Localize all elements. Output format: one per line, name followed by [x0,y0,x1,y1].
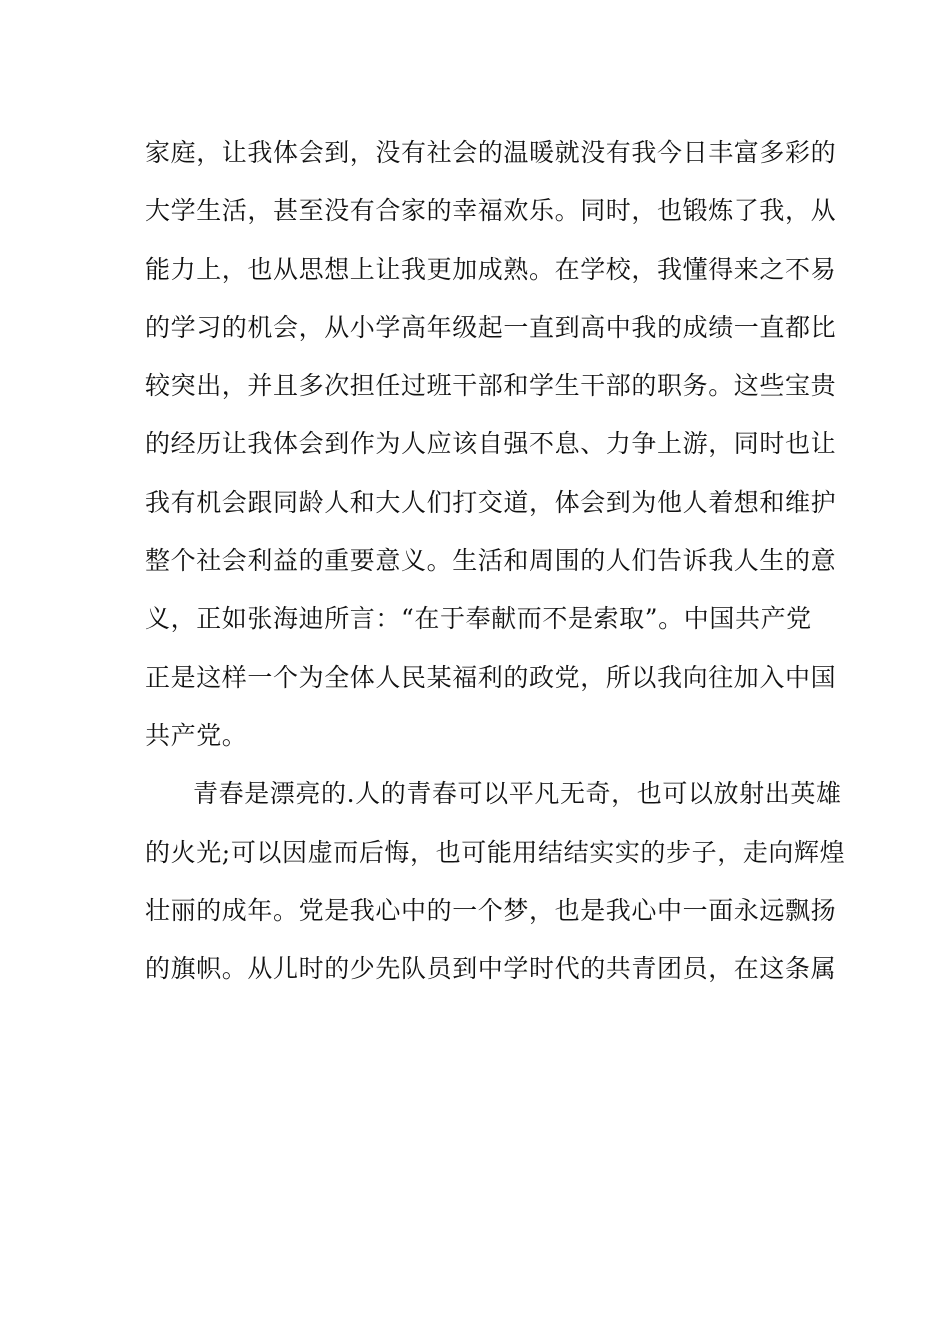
text-line: 的火光;可以因虚而后悔，也可能用结结实实的步子，走向辉煌 [145,837,846,867]
text-line: 大学生活，甚至没有合家的幸福欢乐。同时，也锻炼了我，从 [145,196,837,226]
paragraph-first-line: 青春是漂亮的.人的青春可以平凡无奇，也可以放射出英雄 [193,779,842,809]
text-line: 的经历让我体会到作为人应该自强不息、力争上游，同时也让 [145,429,837,459]
text-line: 家庭，让我体会到，没有社会的温暖就没有我今日丰富多彩的 [145,138,837,167]
text-line: 壮丽的成年。党是我心中的一个梦，也是我心中一面永远飘扬 [145,895,837,925]
text-line: 较突出，并且多次担任过班干部和学生干部的职务。这些宝贵 [145,371,837,401]
text-line: 正是这样一个为全体人民某福利的政党，所以我向往加入中国 [145,662,837,692]
text-line: 的学习的机会，从小学高年级起一直到高中我的成绩一直都比 [145,312,837,342]
text-line: 能力上，也从思想上让我更加成熟。在学校，我懂得来之不易 [145,254,837,284]
text-line: 共产党。 [145,720,248,750]
text-line: 义，正如张海迪所言：“在于奉献而不是索取”。中国共产党 [145,604,812,634]
document-body [145,128,846,1002]
text-line: 我有机会跟同龄人和大人们打交道，体会到为他人着想和维护 [145,487,837,517]
text-line: 整个社会利益的重要意义。生活和周围的人们告诉我人生的意 [145,546,837,576]
text-line: 的旗帜。从儿时的少先队员到中学时代的共青团员，在这条属 [145,954,837,984]
